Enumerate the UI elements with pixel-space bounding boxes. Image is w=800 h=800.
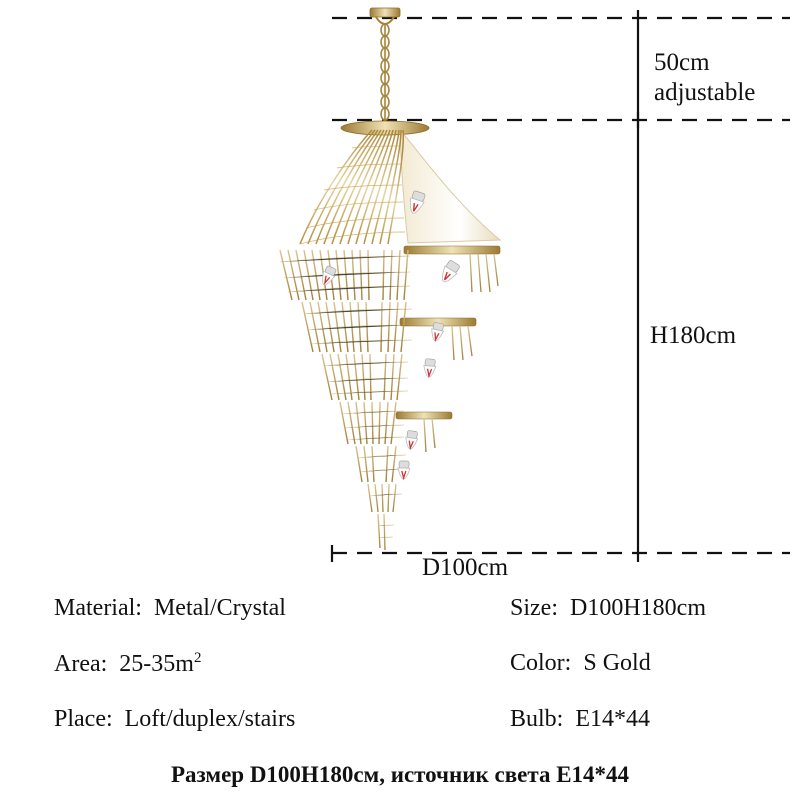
spec-size-key: Size: bbox=[510, 595, 558, 621]
spec-row bbox=[0, 706, 800, 742]
adjustable-text: adjustable bbox=[654, 78, 756, 106]
adjustable-length: 50cm bbox=[654, 49, 710, 76]
specification-block bbox=[0, 590, 800, 800]
spec-area-key: Area: bbox=[54, 651, 108, 677]
spec-place-value: Loft/duplex/stairs bbox=[124, 706, 296, 732]
spec-area bbox=[54, 650, 201, 678]
spec-place bbox=[54, 706, 295, 733]
spec-row bbox=[0, 650, 800, 686]
spec-color-value: S Gold bbox=[583, 650, 651, 676]
spec-color bbox=[510, 650, 651, 677]
spec-row bbox=[0, 595, 800, 631]
spec-bulb-key: Bulb: bbox=[510, 706, 564, 732]
hanging-chain bbox=[381, 24, 389, 126]
ceiling-canopy bbox=[370, 8, 400, 24]
dimension-label-height: H180cm bbox=[650, 322, 737, 349]
spec-material-value: Metal/Crystal bbox=[153, 595, 286, 621]
spec-bulb bbox=[510, 706, 650, 733]
spec-size-value: D100H180cm bbox=[570, 595, 706, 621]
dimension-verticals bbox=[332, 10, 638, 562]
dimension-label-adjustable bbox=[654, 48, 755, 107]
spec-area-superscript: 2 bbox=[193, 650, 202, 666]
dimension-label-diameter: D100cm bbox=[422, 554, 509, 581]
spec-area-value: 25-35m bbox=[119, 651, 194, 677]
spec-russian-note: Размер D100H180см, источник света E14*44 bbox=[170, 762, 630, 787]
spec-color-key: Color: bbox=[510, 650, 572, 676]
spec-material-key: Material: bbox=[54, 595, 142, 621]
spec-place-key: Place: bbox=[54, 706, 113, 732]
spec-material bbox=[54, 595, 286, 622]
spec-bulb-value: E14*44 bbox=[575, 706, 651, 732]
spec-size bbox=[510, 595, 706, 622]
crystal-chandelier-body bbox=[278, 121, 500, 550]
